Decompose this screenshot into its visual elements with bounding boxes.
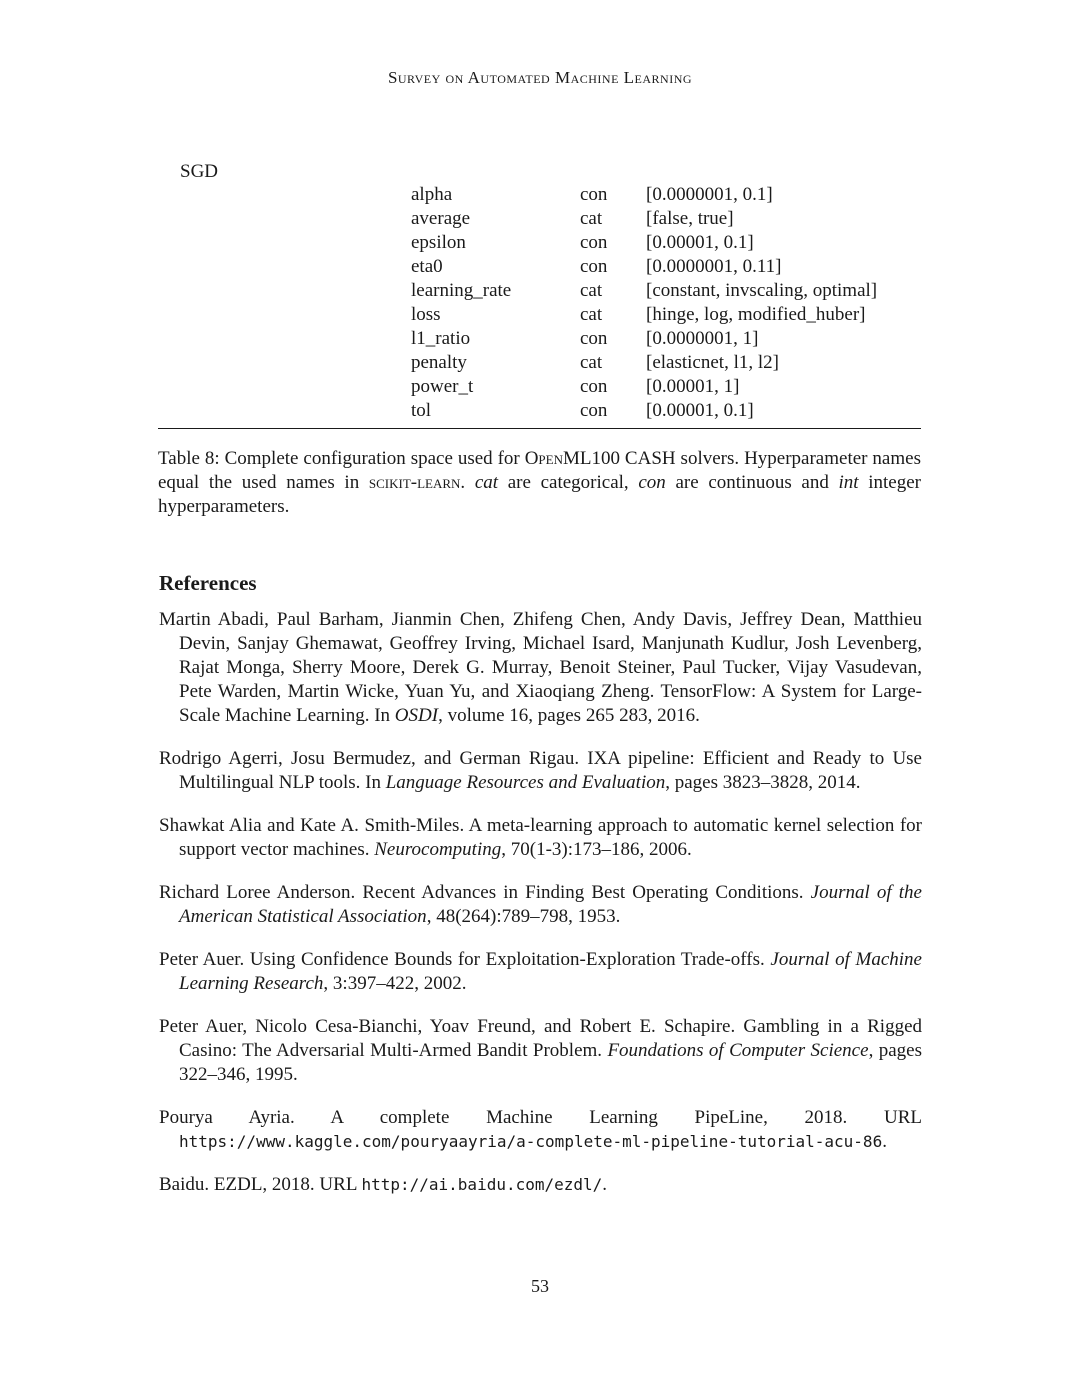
reference-text: Richard Loree Anderson. Recent Advances in Finding Best Operating Conditions. bbox=[159, 882, 811, 903]
reference-text: Peter Auer. Using Confidence Bounds for Exploitation-Exploration Trade-offs. bbox=[159, 949, 771, 970]
hyperparameter-name: learning_rate bbox=[411, 280, 512, 301]
hyperparameter-range: [0.0000001, 1] bbox=[646, 328, 759, 349]
caption-text: . bbox=[460, 472, 475, 493]
hyperparameter-name: eta0 bbox=[411, 256, 443, 277]
reference-venue: Journal of the American Statistical Association bbox=[179, 882, 922, 927]
reference-url[interactable]: https://www.kaggle.com/pouryaayria/a-complete-ml-pipeline-tutorial-acu-86 bbox=[179, 1132, 883, 1151]
hyperparameter-type: con bbox=[580, 184, 608, 205]
reference-text: Pourya Ayria. A complete Machine Learning PipeLine, 2018. URL bbox=[159, 1107, 922, 1128]
table-bottom-rule bbox=[158, 428, 921, 429]
reference-item bbox=[159, 1173, 922, 1197]
reference-text: . bbox=[602, 1174, 608, 1195]
caption-scikit-learn: scikit-learn bbox=[368, 472, 461, 493]
hyperparameter-range: [elasticnet, l1, l2] bbox=[646, 352, 779, 373]
caption-text: 100 CASH solvers. Hyperparameter names equal the used names in bbox=[158, 448, 921, 493]
reference-text: Martin Abadi, Paul Barham, Jianmin Chen, Zhifeng Chen, Andy Davis, Jeffrey Dean, Matthieu Devin, Sanjay Ghemawat, Geoffrey Irving, Michael Isard, Manjunath Kudlur, Josh Levenberg, Rajat Monga, Sherry Moore, Derek G. Murray, Benoit Steiner, Paul Tucker, Vijay Vasudevan, Pete Warden, Martin Wicke, Yuan Yu, and Xiaoqiang Zheng. TensorFlow: A System for Large-Scale Machine Learning. In bbox=[159, 609, 922, 726]
caption-text: Table 8: Complete configuration space used for bbox=[158, 448, 525, 469]
reference-text: , 48(264):789–798, 1953. bbox=[426, 906, 621, 927]
hyperparameter-type: cat bbox=[580, 352, 603, 373]
reference-text: , 3:397–422, 2002. bbox=[323, 973, 467, 994]
hyperparameter-name: epsilon bbox=[411, 232, 466, 253]
hyperparameter-range: [0.00001, 1] bbox=[646, 376, 740, 397]
reference-text: , pages 322–346, 1995. bbox=[179, 1040, 922, 1085]
hyperparameter-table-wrap bbox=[158, 183, 921, 423]
running-head: Survey on Automated Machine Learning bbox=[387, 68, 693, 87]
hyperparameter-range: [constant, invscaling, optimal] bbox=[646, 280, 878, 301]
reference-item bbox=[159, 881, 922, 929]
caption-text: are categorical, bbox=[498, 472, 639, 493]
table-row bbox=[411, 255, 877, 279]
hyperparameter-name: alpha bbox=[411, 184, 453, 205]
hyperparameter-name: tol bbox=[411, 400, 432, 421]
reference-venue: Journal of Machine Learning Research bbox=[179, 949, 922, 994]
reference-text: Rodrigo Agerri, Josu Bermudez, and German Rigau. IXA pipeline: Efficient and Ready to Use Multilingual NLP tools. In bbox=[159, 748, 922, 793]
reference-url[interactable]: http://ai.baidu.com/ezdl/ bbox=[361, 1175, 603, 1194]
table-row bbox=[411, 231, 877, 255]
reference-item bbox=[159, 747, 922, 795]
hyperparameter-range: [0.0000001, 0.11] bbox=[646, 256, 782, 277]
table-row bbox=[411, 303, 877, 327]
table-row bbox=[411, 375, 877, 399]
table-caption bbox=[158, 447, 921, 519]
reference-item bbox=[159, 608, 922, 728]
hyperparameter-range: [0.0000001, 0.1] bbox=[646, 184, 773, 205]
hyperparameter-type: con bbox=[580, 376, 608, 397]
reference-item bbox=[159, 1015, 922, 1087]
hyperparameter-range: [hinge, log, modified_huber] bbox=[646, 304, 866, 325]
table-row bbox=[411, 351, 877, 375]
table-row bbox=[411, 207, 877, 231]
reference-text: Baidu. EZDL, 2018. URL bbox=[159, 1174, 362, 1195]
caption-text: are continuous and bbox=[665, 472, 839, 493]
caption-text: integer hyperparameters. bbox=[158, 472, 921, 517]
hyperparameter-table-body bbox=[411, 183, 877, 423]
reference-item bbox=[159, 1106, 922, 1154]
hyperparameter-range: [0.00001, 0.1] bbox=[646, 400, 754, 421]
references-heading: References bbox=[159, 571, 257, 595]
caption-cat: cat bbox=[474, 472, 499, 493]
reference-item bbox=[159, 814, 922, 862]
hyperparameter-name: loss bbox=[411, 304, 441, 325]
caption-con: con bbox=[638, 472, 666, 493]
hyperparameter-name: l1_ratio bbox=[411, 328, 471, 349]
table-row bbox=[411, 399, 877, 423]
reference-text: , 70(1-3):173–186, 2006. bbox=[501, 839, 692, 860]
hyperparameter-name: power_t bbox=[411, 376, 474, 397]
hyperparameter-type: cat bbox=[580, 280, 603, 301]
table-row bbox=[411, 183, 877, 207]
references-list bbox=[159, 608, 922, 1216]
hyperparameter-type: cat bbox=[580, 208, 603, 229]
reference-venue: Language Resources and Evaluation bbox=[385, 772, 666, 793]
caption-int: int bbox=[838, 472, 859, 493]
hyperparameter-type: con bbox=[580, 256, 608, 277]
reference-text: , pages 3823–3828, 2014. bbox=[665, 772, 861, 793]
reference-text: , volume 16, pages 265 283, 2016. bbox=[438, 705, 700, 726]
hyperparameter-name: average bbox=[411, 208, 471, 229]
hyperparameter-table bbox=[411, 183, 877, 423]
reference-text: Shawkat Alia and Kate A. Smith-Miles. A meta-learning approach to automatic kernel selection for support vector machines. bbox=[159, 815, 922, 860]
table-row bbox=[411, 279, 877, 303]
algorithm-label: SGD bbox=[180, 161, 219, 182]
hyperparameter-type: con bbox=[580, 400, 608, 421]
caption-openml: OpenML bbox=[524, 448, 592, 469]
hyperparameter-type: con bbox=[580, 232, 608, 253]
reference-text: Peter Auer, Nicolo Cesa-Bianchi, Yoav Freund, and Robert E. Schapire. Gambling in a Rigged Casino: The Adversarial Multi-Armed Bandit Problem. bbox=[159, 1016, 922, 1061]
reference-text: . bbox=[882, 1131, 887, 1152]
table-row bbox=[411, 327, 877, 351]
hyperparameter-type: cat bbox=[580, 304, 603, 325]
hyperparameter-name: penalty bbox=[411, 352, 467, 373]
hyperparameter-type: con bbox=[580, 328, 608, 349]
page-number: 53 bbox=[531, 1276, 549, 1296]
reference-venue: Foundations of Computer Science bbox=[607, 1040, 869, 1061]
reference-venue: Neurocomputing bbox=[374, 839, 502, 860]
hyperparameter-range: [false, true] bbox=[646, 208, 734, 229]
reference-venue: OSDI bbox=[394, 705, 439, 726]
reference-item bbox=[159, 948, 922, 996]
hyperparameter-range: [0.00001, 0.1] bbox=[646, 232, 754, 253]
